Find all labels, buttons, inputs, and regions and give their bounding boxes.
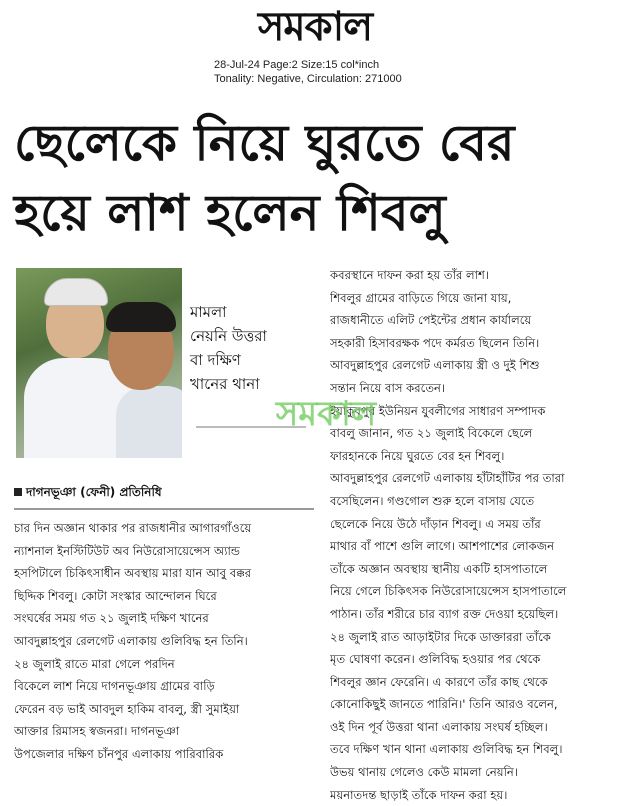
article-line: আক্তার রিমাসহ স্বজনরা। দাগনভূঞা (14, 724, 180, 739)
article-line: সন্তান নিয়ে বাস করতেন। (330, 380, 446, 395)
pull-quote-rule (196, 426, 306, 428)
article-line: বসেছিলেন। গণ্ডগোল শুরু হলে বাসায় যেতে (330, 493, 535, 508)
article-line: তবে দক্ষিণ খান থানা এলাকায় গুলিবিদ্ধ হন শিবলু। (330, 742, 563, 757)
byline-square-icon (14, 488, 22, 496)
photo-child-cap (44, 278, 108, 306)
article-line: ২৪ জুলাই রাতে মারা গেলে পরদিন (14, 656, 175, 671)
article-column-right (330, 264, 620, 806)
article-line: মাথার বাঁ পাশে গুলি লাগে। আশপাশের লোকজন (330, 539, 554, 554)
article-line: ছেলেকে নিয়ে উঠে দাঁড়ান শিবলু। এ সময় তাঁর (330, 516, 541, 531)
article-line: চার দিন অজ্ঞান থাকার পর রাজধানীর আগারগাঁওয়ে (14, 521, 252, 535)
article-line: সংঘর্ষের সময় গত ২১ জুলাই দক্ষিণ খানের (14, 611, 209, 626)
article-line: রাজধানীতে এলিট পেইন্টের প্রধান কার্যালয়ে (330, 313, 532, 328)
article-line: ন্যাশনাল ইনস্টিটিউট অব নিউরোসায়েন্সেস অ্যান্ড (14, 543, 241, 558)
pull-quote (190, 300, 298, 396)
article-line: ওই দিন পূর্ব উত্তরা থানা এলাকায় সংঘর্ষ হচ্ছিল। (330, 719, 548, 734)
article-line: আবদুল্লাহপুর রেলগেট এলাকায় গুলিবিদ্ধ হন তিনি। (14, 633, 248, 648)
article-line: নিয়ে গেলে চিকিৎসক নিউরোসায়েন্সেস হাসপাতালে (330, 584, 567, 599)
article-line: শিবলুর জ্ঞান ফেরেনি। এ কারণে তাঁর কাছ থেকে (330, 674, 548, 689)
article-line: ছিদ্দিক শিবলু। কোটা সংস্কার আন্দোলন ঘিরে (14, 588, 217, 603)
article-line: ময়নাতদন্ত ছাড়াই তাঁকে দাফন করা হয়। (330, 787, 508, 802)
article-line: হসপিটালে চিকিৎসাধীন অবস্থায় মারা যান আবু বক্কর (14, 566, 252, 581)
pull-quote-line: মামলা (190, 303, 227, 321)
headline-line-1: ছেলেকে নিয়ে ঘুরতে বের (14, 114, 515, 172)
clipping-meta-line-2: Tonality: Negative, Circulation: 271000 (214, 73, 402, 85)
newspaper-masthead: সমকাল (257, 4, 373, 50)
pull-quote-line: বা দক্ষিণ (190, 351, 241, 369)
article-line: তাঁকে অজ্ঞান অবস্থায় স্থানীয় একটি হাসপাতালে (330, 561, 548, 576)
article-line: কোনোকিছুই জানতে পারিনি।' তিনি আরও বলেন, (330, 697, 558, 712)
victim-photo (16, 268, 182, 458)
article-line: ইয়াকুবপুর ইউনিয়ন যুবলীগের সাধারণ সম্পাদক (330, 403, 546, 418)
article-line: ২৪ জুলাই রাত আড়াইটার দিকে ডাক্তাররা তাঁকে (330, 629, 551, 644)
clipping-meta-line-1: 28-Jul-24 Page:2 Size:15 col*inch (214, 59, 380, 71)
reporter-byline (14, 484, 162, 504)
article-line: সহকারী হিসাবরক্ষক পদে কর্মরত ছিলেন তিনি। (330, 335, 540, 350)
article-line: বিকেলে লাশ নিয়ে দাগনভূঞায় গ্রামের বাড়ি (14, 679, 215, 694)
article-line: আবদুল্লাহপুর রেলগেট এলাকায় হাঁটাহাঁটির পর তারা (330, 471, 565, 486)
article-line: মৃত ঘোষণা করেন। গুলিবিদ্ধ হওয়ার পর থেকে (330, 652, 541, 667)
article-line: উপজেলার দক্ষিণ চাঁনপুর এলাকায় পারিবারিক (14, 746, 224, 761)
article-line: উভয় থানায় গেলেও কেউ মামলা নেয়নি। (330, 765, 518, 780)
article-line: শিবলুর গ্রামের বাড়িতে গিয়ে জানা যায়, (330, 290, 512, 305)
article-line: ফেরেন বড় ভাই আবদুল হাকিম বাবলু, স্ত্রী সুমাইয়া (14, 701, 240, 716)
photo-man-body (116, 386, 182, 458)
article-column-left (14, 517, 316, 766)
byline-rule (14, 508, 314, 510)
watermark-logo: সমকাল (275, 394, 377, 434)
article-line: পাঠান। তাঁর শরীরে চার ব্যাগ রক্ত দেওয়া হয়েছিল। (330, 606, 559, 621)
pull-quote-line: নেয়নি উত্তরা (190, 327, 267, 345)
article-line: বাবলু জানান, গত ২১ জুলাই বিকেলে ছেলে (330, 426, 533, 441)
headline-line-2: হয়ে লাশ হলেন শিবলু (14, 184, 446, 242)
article-line: ফারহানকে নিয়ে ঘুরতে বের হন শিবলু। (330, 448, 505, 463)
pull-quote-line: খানের থানা (190, 375, 260, 393)
reporter-byline-text: দাগনভূঞা (ফেনী) প্রতিনিধি (26, 485, 162, 499)
headline (14, 108, 614, 248)
photo-man-hair (106, 302, 176, 332)
article-line: কবরস্থানে দাফন করা হয় তাঁর লাশ। (330, 268, 490, 282)
article-line: আবদুল্লাহপুর রেলগেট এলাকায় স্ত্রী ও দুই শিশু (330, 358, 540, 373)
